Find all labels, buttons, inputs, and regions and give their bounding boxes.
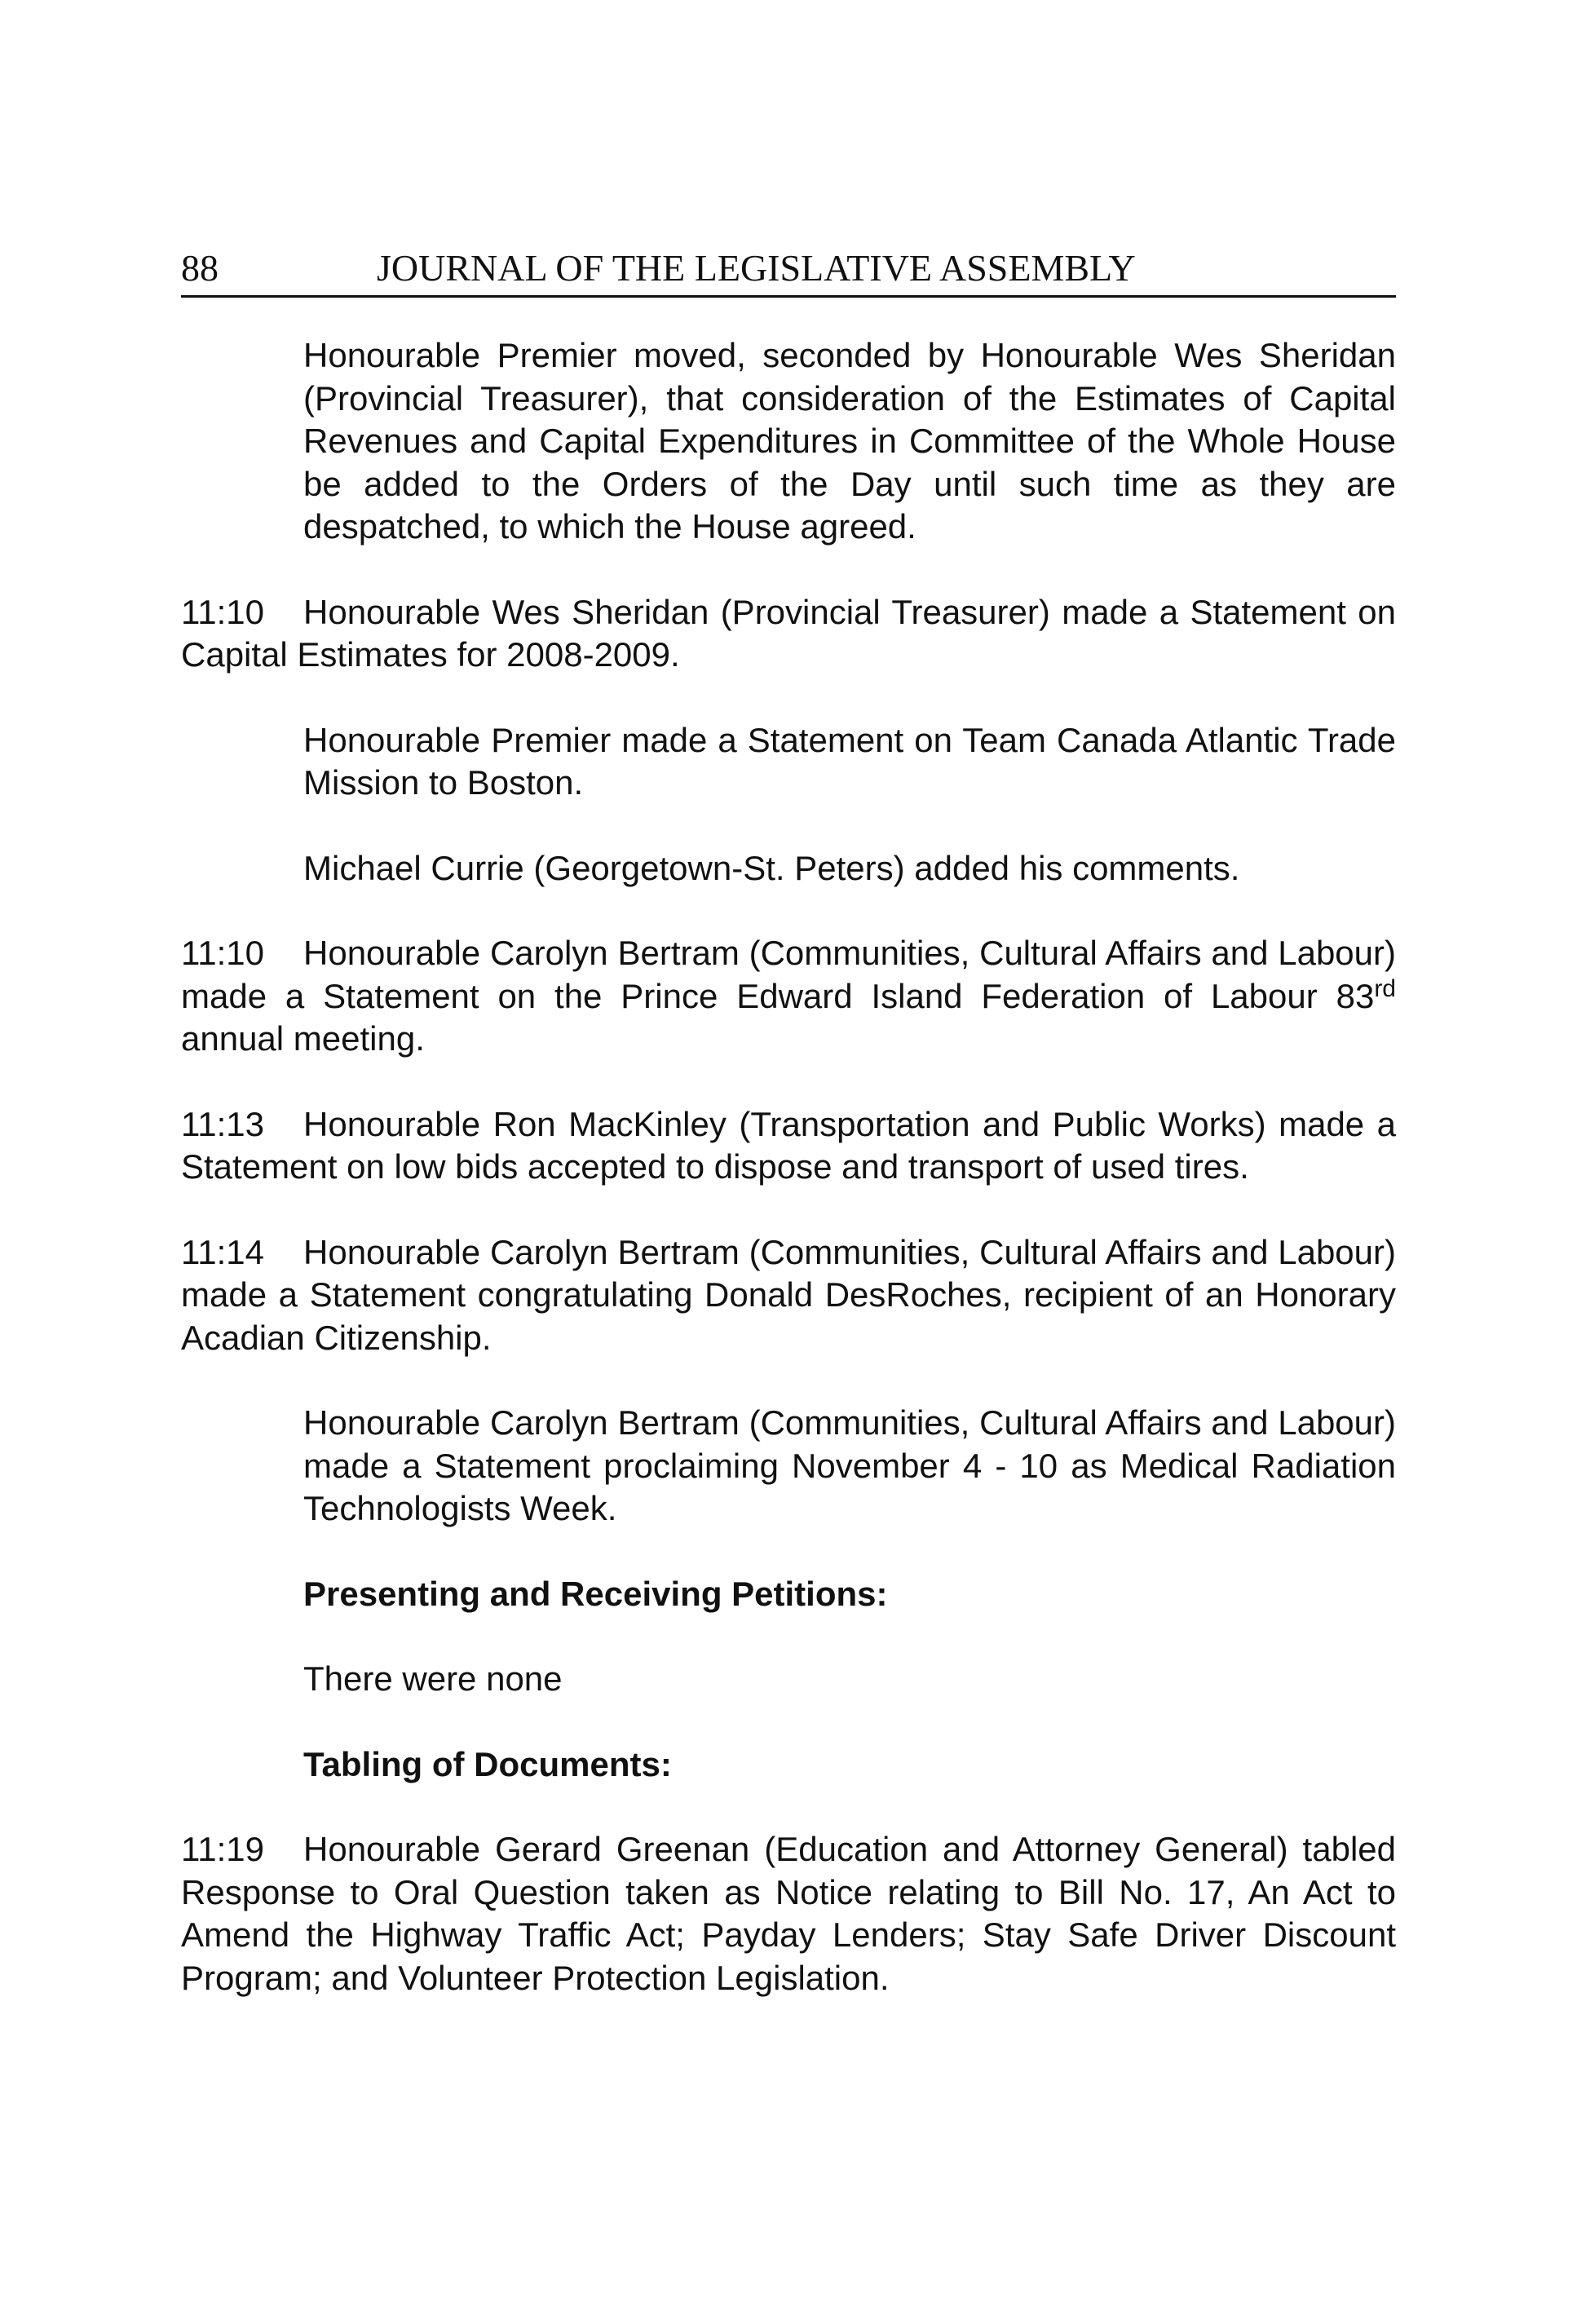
entry-text: Honourable Premier made a Statement on Team Canada Atlantic Trade Mission to Boston.	[303, 720, 1396, 802]
statement-paragraph	[303, 1402, 1396, 1531]
page-number: 88	[181, 247, 219, 289]
ordinal-superscript: rd	[1374, 974, 1396, 1002]
entry-text: Michael Currie (Georgetown-St. Peters) added his comments.	[303, 848, 1240, 887]
timed-entry	[181, 591, 1396, 677]
motion-paragraph	[303, 334, 1396, 549]
timed-entry	[181, 932, 1396, 1061]
section-heading-petitions: Presenting and Receiving Petitions:	[303, 1574, 888, 1613]
entry-text: Honourable Carolyn Bertram (Communities, Cultural Affairs and Labour) made a Statement congratulating Donald DesRoches, recipient of an Honorary Acadian Citizenship.	[181, 1232, 1396, 1357]
page-header	[181, 241, 1396, 298]
entry-text: Honourable Carolyn Bertram (Communities, Cultural Affairs and Labour) made a Statement on the Prince Edward Island Federation of Labour 83	[181, 934, 1396, 1015]
entry-time: 11:19	[181, 1830, 264, 1868]
entry-time: 11:10	[181, 934, 264, 972]
timed-entry	[181, 1828, 1396, 1999]
comment-paragraph	[303, 847, 1396, 890]
statement-paragraph	[303, 719, 1396, 805]
entry-text-continued: annual meeting.	[181, 1019, 425, 1058]
entry-text: Honourable Premier moved, seconded by Honourable Wes Sheridan (Provincial Treasurer), that consideration of the Estimates of Capital Revenues and Capital Expenditures in Committee of the Whole House be added to the Orders of the Day until such time as they are despatched, to which the House agreed.	[303, 336, 1396, 546]
entry-text: Honourable Ron MacKinley (Transportation and Public Works) made a Statement on low bids accepted to dispose and transport of used tires.	[181, 1104, 1396, 1186]
journal-body	[181, 334, 1396, 2042]
entry-time: 11:10	[181, 592, 264, 631]
entry-text: Honourable Wes Sheridan (Provincial Treasurer) made a Statement on Capital Estimates for 2008-2009.	[181, 592, 1396, 674]
entry-time: 11:14	[181, 1232, 264, 1271]
timed-entry	[181, 1103, 1396, 1189]
petitions-note	[303, 1658, 1396, 1701]
entry-text: Honourable Gerard Greenan (Education and Attorney General) tabled Response to Oral Question taken as Notice relating to Bill No. 17, An Act to Amend the Highway Traffic Act; Payday Lenders; Stay Safe Driver Discount Program; and Volunteer Protection Legislation.	[181, 1830, 1396, 1997]
timed-entry	[181, 1231, 1396, 1360]
entry-text: Honourable Carolyn Bertram (Communities, Cultural Affairs and Labour) made a Statement proclaiming November 4 - 10 as Medical Radiation Technologists Week.	[303, 1403, 1396, 1527]
section-heading-tabling: Tabling of Documents:	[303, 1744, 672, 1783]
entry-time: 11:13	[181, 1104, 264, 1143]
entry-text: There were none	[303, 1659, 563, 1698]
running-title: JOURNAL OF THE LEGISLATIVE ASSEMBLY	[377, 247, 1136, 289]
